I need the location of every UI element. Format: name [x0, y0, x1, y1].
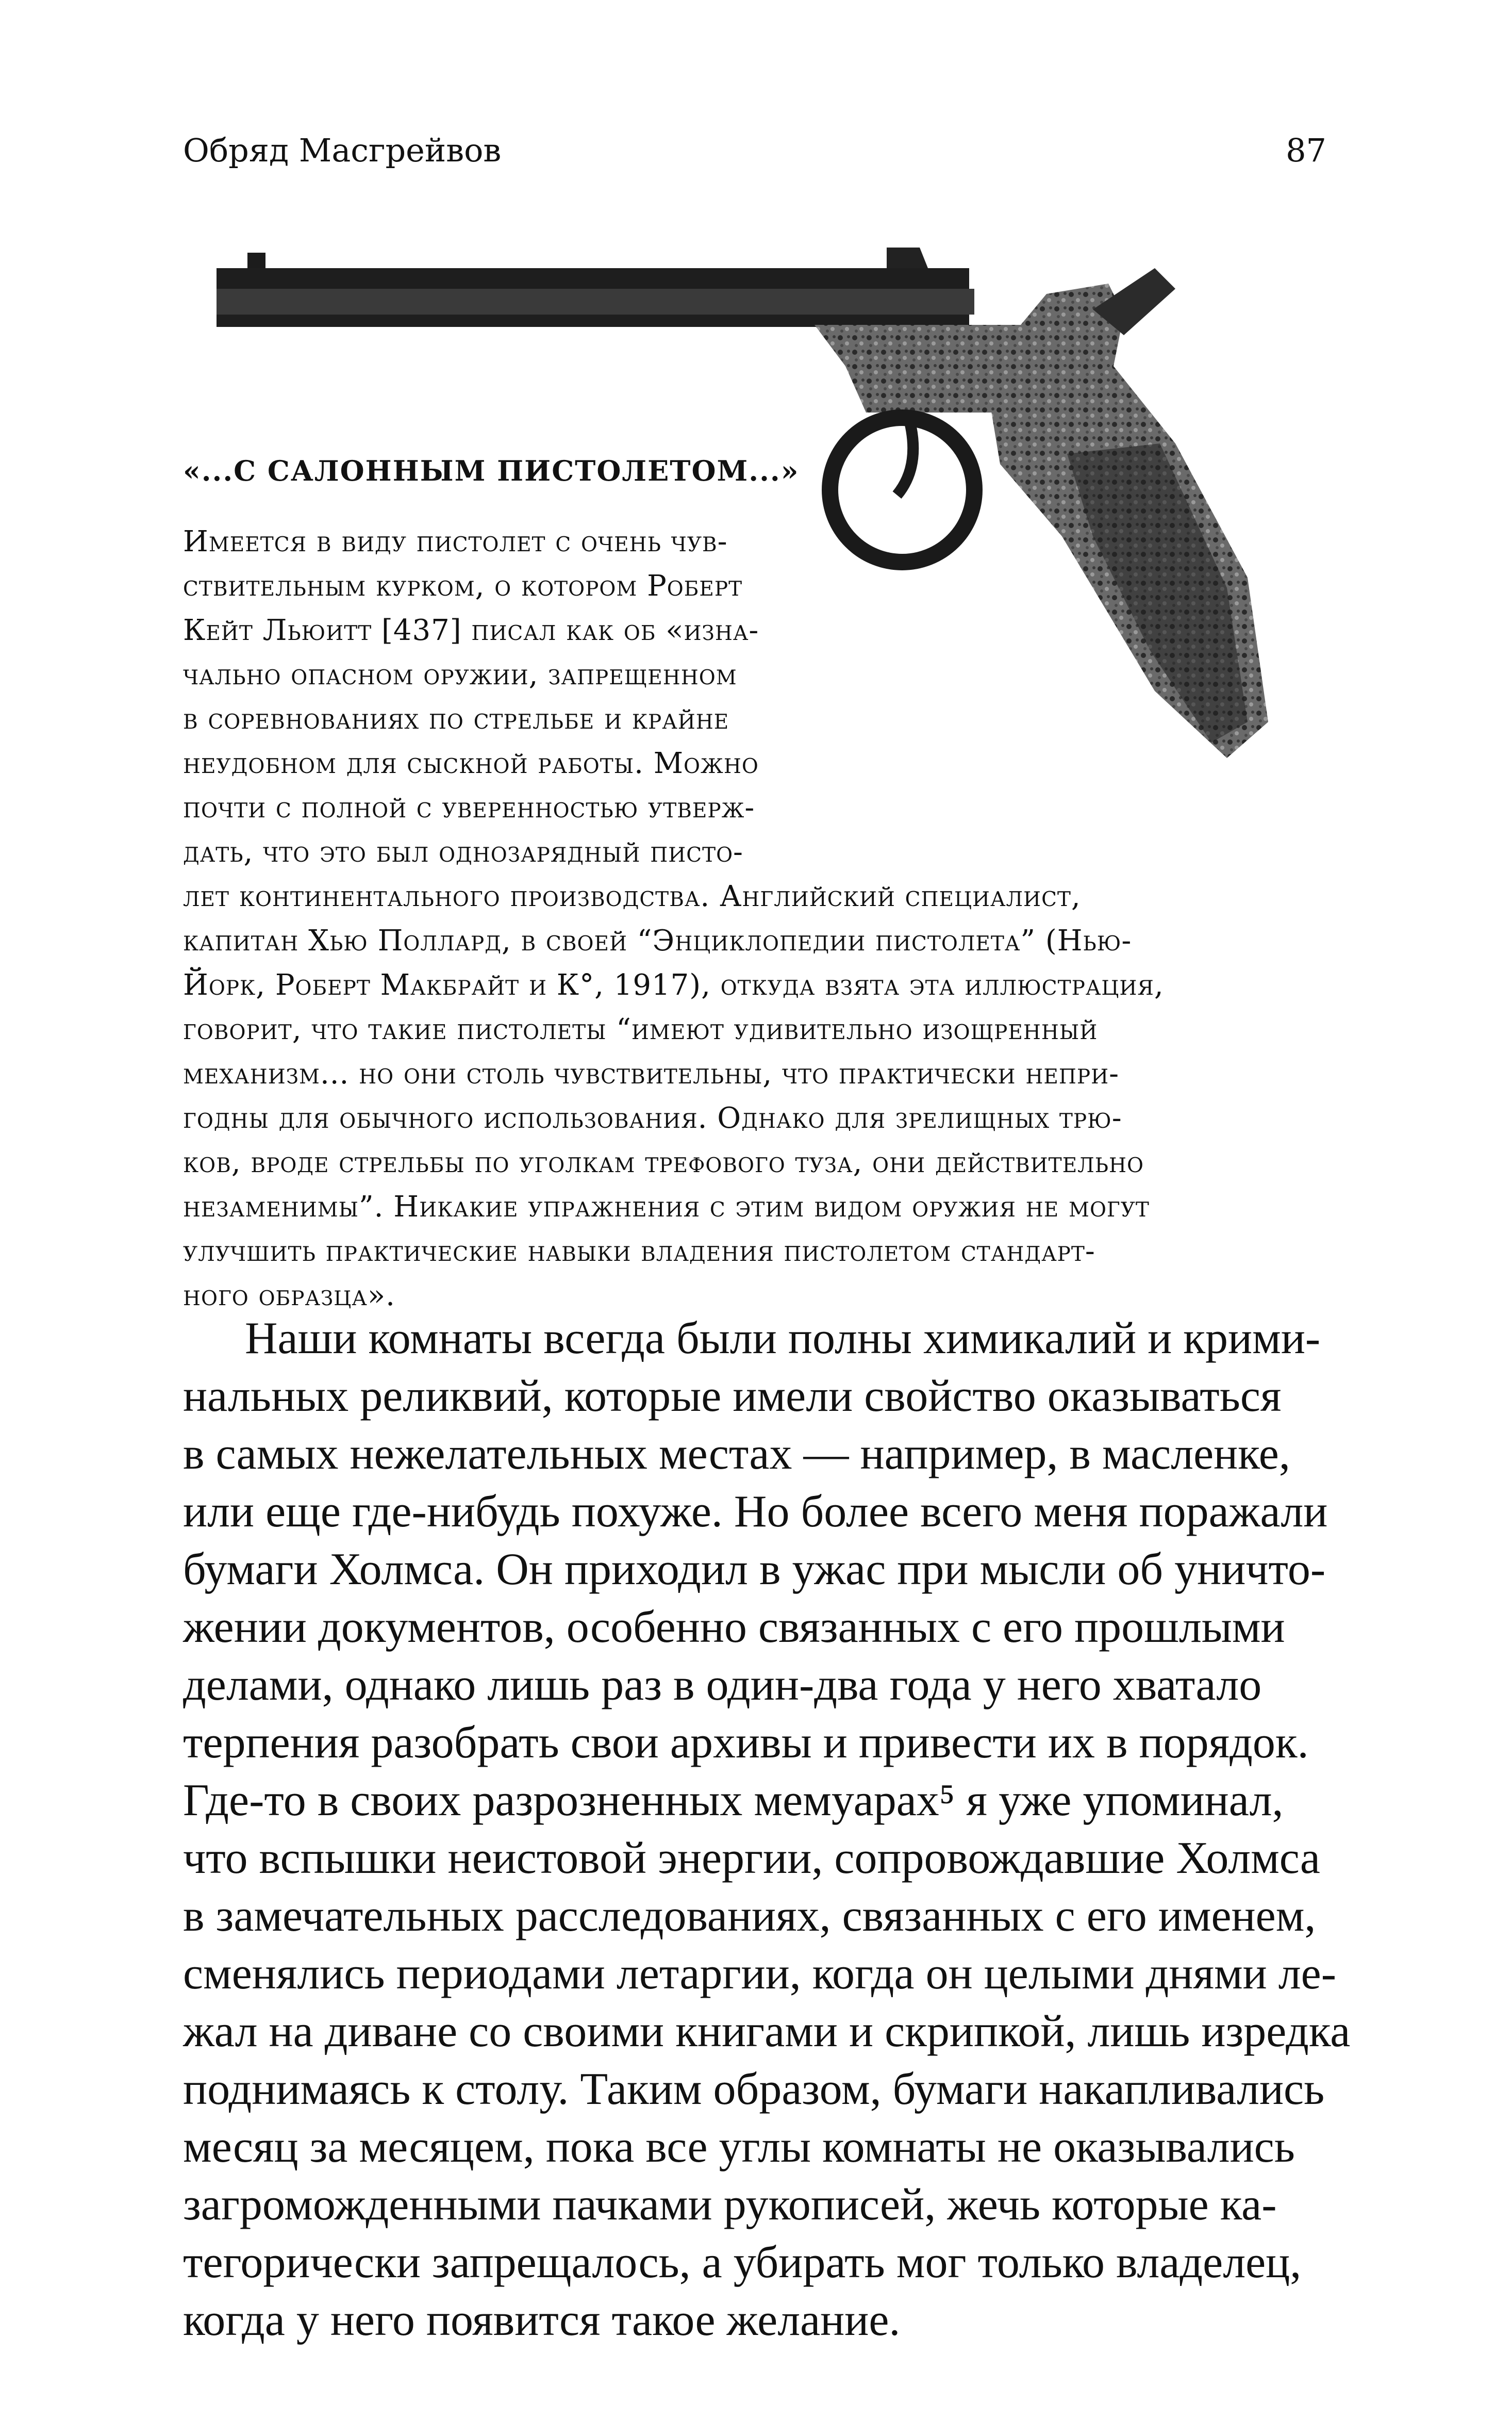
- note-line: в соревнованиях по стрельбе и крайне: [183, 702, 729, 736]
- note-line: годны для обычного использования. Однако для зрелищных трю-: [183, 1101, 1122, 1135]
- body-text: [183, 1310, 1351, 2349]
- page-number: 87: [1286, 131, 1326, 169]
- note-line: незаменимы”. Никакие упражнения с этим видом оружия не могут: [183, 1190, 1150, 1224]
- note-line: улучшить практические навыки владения пистолетом стандарт-: [183, 1235, 1095, 1268]
- note-line: Кейт Льюитт [437] писал как об «изна-: [183, 614, 759, 647]
- note-line: ков, вроде стрельбы по уголкам трефового туза, они действительно: [183, 1146, 1144, 1179]
- illustration-note: [183, 449, 1338, 1318]
- body-line: загроможденными пачками рукописей, жечь которые ка-: [183, 2180, 1277, 2230]
- body-line: в замечательных расследованиях, связанных с его именем,: [183, 1891, 1316, 1941]
- note-line: почти с полной с уверенностью утверж-: [183, 791, 755, 825]
- note-line: ствительным курком, о котором Роберт: [183, 569, 743, 603]
- body-line: тегорически запрещалось, а убирать мог только владелец,: [183, 2237, 1302, 2288]
- note-line: говорит, что такие пистолеты “имеют удивительно изощренный: [183, 1013, 1098, 1046]
- note-line: Йорк, Роберт Макбрайт и К°, 1917), откуда взята эта иллюстрация,: [183, 968, 1164, 1002]
- note-line: Имеется в виду пистолет с очень чув-: [183, 525, 728, 558]
- note-line: неудобном для сыскной работы. Можно: [183, 747, 759, 780]
- running-head-title: Обряд Масгрейвов: [183, 131, 502, 169]
- body-line: месяц за месяцем, пока все углы комнаты не оказывались: [183, 2122, 1295, 2172]
- body-line: в самых нежелательных местах — например, в масленке,: [183, 1429, 1290, 1479]
- body-line: поднимаясь к столу. Таким образом, бумаги накапливались: [183, 2064, 1325, 2114]
- note-line: лет континентального производства. Английский специалист,: [183, 880, 1081, 913]
- body-line: жении документов, особенно связанных с его прошлыми: [183, 1602, 1285, 1652]
- note-line: капитан Хью Поллард, в своей “Энциклопедии пистолета” (Нью-: [183, 924, 1132, 958]
- note-line: ного образца».: [183, 1279, 395, 1312]
- note-title: «...С САЛОННЫМ ПИСТОЛЕТОМ...»: [183, 454, 800, 487]
- body-line: что вспышки неистовой энергии, сопровождавшие Холмса: [183, 1833, 1320, 1883]
- body-line: или еще где-нибудь похуже. Но более всего меня поражали: [183, 1487, 1328, 1537]
- note-line: дать, что это был однозарядный писто-: [183, 835, 743, 869]
- note-line: механизм... но они столь чувствительны, что практически непри-: [183, 1057, 1120, 1091]
- body-line: терпения разобрать свои архивы и привести их в порядок.: [183, 1718, 1309, 1768]
- body-line: нальных реликвий, которые имели свойство оказываться: [183, 1371, 1282, 1421]
- body-line: делами, однако лишь раз в один-два года у него хватало: [183, 1660, 1262, 1710]
- body-line: сменялись периодами летаргии, когда он целыми днями ле-: [183, 1949, 1337, 1999]
- body-line: Где-то в своих разрозненных мемуарах⁵ я уже упоминал,: [183, 1775, 1284, 1825]
- body-line: когда у него появится такое желание.: [183, 2295, 901, 2345]
- body-line: бумаги Холмса. Он приходил в ужас при мысли об уничто-: [183, 1544, 1326, 1594]
- note-line: чально опасном оружии, запрещенном: [183, 658, 737, 692]
- body-line: Наши комнаты всегда были полны химикалий и крими-: [245, 1313, 1321, 1363]
- body-line: жал на диване со своими книгами и скрипкой, лишь изредка: [183, 2006, 1351, 2056]
